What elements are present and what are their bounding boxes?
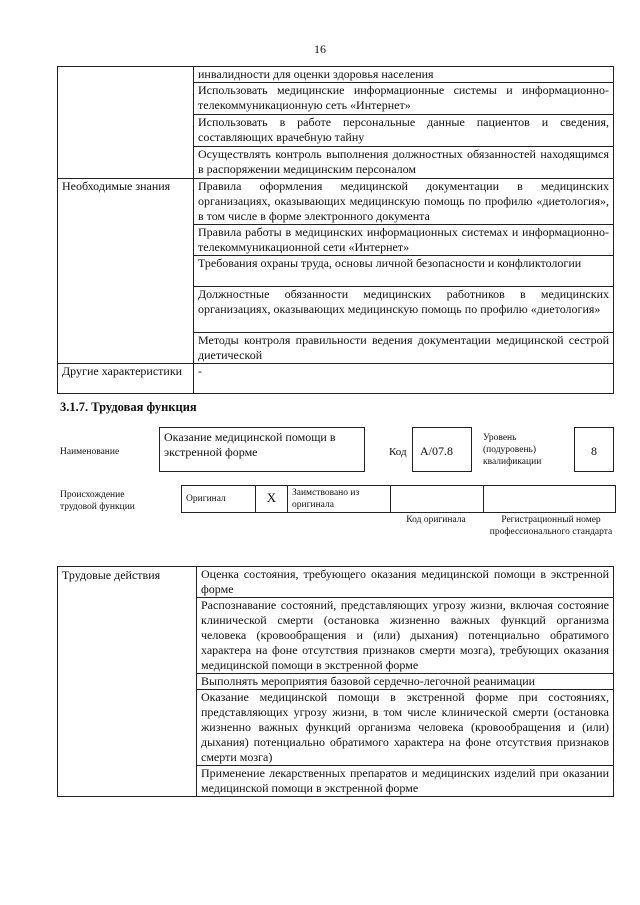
- table-cell: Должностные обязанности медицинских работников в медицинских организациях, оказывающих медицинскую помощь по профилю «диетология»: [194, 287, 614, 333]
- borrowed-label: Заимствовано из оригинала: [288, 486, 391, 513]
- origin-table: [181, 485, 616, 513]
- row-label-empty: [58, 67, 194, 179]
- reg-number-caption: Регистрационный номер профессионального стандарта: [489, 515, 613, 537]
- table-cell: Оказание медицинской помощи в экстренной форме при состояниях, представляющих угрозу жизни, в том числе клинической смерти (остановка жизненно важных функций организма человека (кровообращения и (или) дыхания) потенциально обратимого характера на фоне отсутствия признаков смерти мозга): [197, 690, 614, 766]
- origin-label: Происхождение трудовой функции: [60, 490, 135, 512]
- table-cell: Использовать медицинские информационные системы и информационно-телекоммуникационную сеть «Интернет»: [194, 83, 614, 115]
- row-label-other: Другие характеристики: [58, 364, 194, 394]
- code-original-caption: Код оригинала: [406, 515, 466, 525]
- table-cell: Выполнять мероприятия базовой сердечно-легочной реанимации: [197, 674, 614, 690]
- reg-number-cell: [484, 486, 616, 513]
- section-title: 3.1.7. Трудовая функция: [60, 400, 197, 414]
- code-value: А/07.8: [420, 444, 453, 458]
- table-cell: Правила работы в медицинских информационных системах и информационно-телекоммуникационной сети «Интернет»: [194, 225, 614, 256]
- function-name: Оказание медицинской помощи в экстренной форме: [164, 430, 336, 459]
- level-box: [574, 427, 614, 472]
- code-label: Код: [389, 446, 407, 458]
- function-name-box: [159, 427, 365, 472]
- code-box: [412, 427, 472, 472]
- row-label-actions: Трудовые действия: [58, 567, 197, 797]
- table-cell: Осуществлять контроль выполнения должностных обязанностей находящимся в распоряжении медицинским персоналом: [194, 147, 614, 179]
- level-value: 8: [591, 444, 597, 458]
- table-cell: Требования охраны труда, основы личной безопасности и конфликтологии: [194, 256, 614, 287]
- table-cell: Методы контроля правильности ведения документации медицинской сестрой диетической: [194, 333, 614, 364]
- original-code-cell: [391, 486, 484, 513]
- level-label: Уровень (подуровень) квалификации: [483, 433, 542, 467]
- table-cell: Применение лекарственных препаратов и медицинских изделий при оказании медицинской помощи в экстренной форме: [197, 766, 614, 797]
- original-mark: X: [256, 486, 288, 513]
- table-cell: инвалидности для оценки здоровья населения: [194, 67, 614, 83]
- table-cell: Правила оформления медицинской документации в медицинских организациях, оказывающих медицинскую помощь по профилю «диетология», в том числе в форме электронного документа: [194, 179, 614, 225]
- original-label: Оригинал: [182, 486, 256, 513]
- labor-actions-table: [57, 566, 614, 797]
- table-cell: Распознавание состояний, представляющих угрозу жизни, включая состояние клинической смерти (остановка жизненно важных функций организма человека (кровообращения и (или) дыхания) потенциально обратимого характера на фоне отсутствия признаков смерти мозга), требующих оказания медицинской помощи в экстренной форме: [197, 598, 614, 674]
- table-cell: Использовать в работе персональные данные пациентов и сведения, составляющих врачебную тайну: [194, 115, 614, 147]
- name-label: Наименование: [60, 447, 120, 457]
- table-cell: Оценка состояния, требующего оказания медицинской помощи в экстренной форме: [197, 567, 614, 598]
- table-cell: -: [194, 364, 614, 394]
- skills-knowledge-table: [57, 66, 614, 394]
- row-label-knowledge: Необходимые знания: [58, 179, 194, 364]
- page-number: 16: [314, 42, 326, 56]
